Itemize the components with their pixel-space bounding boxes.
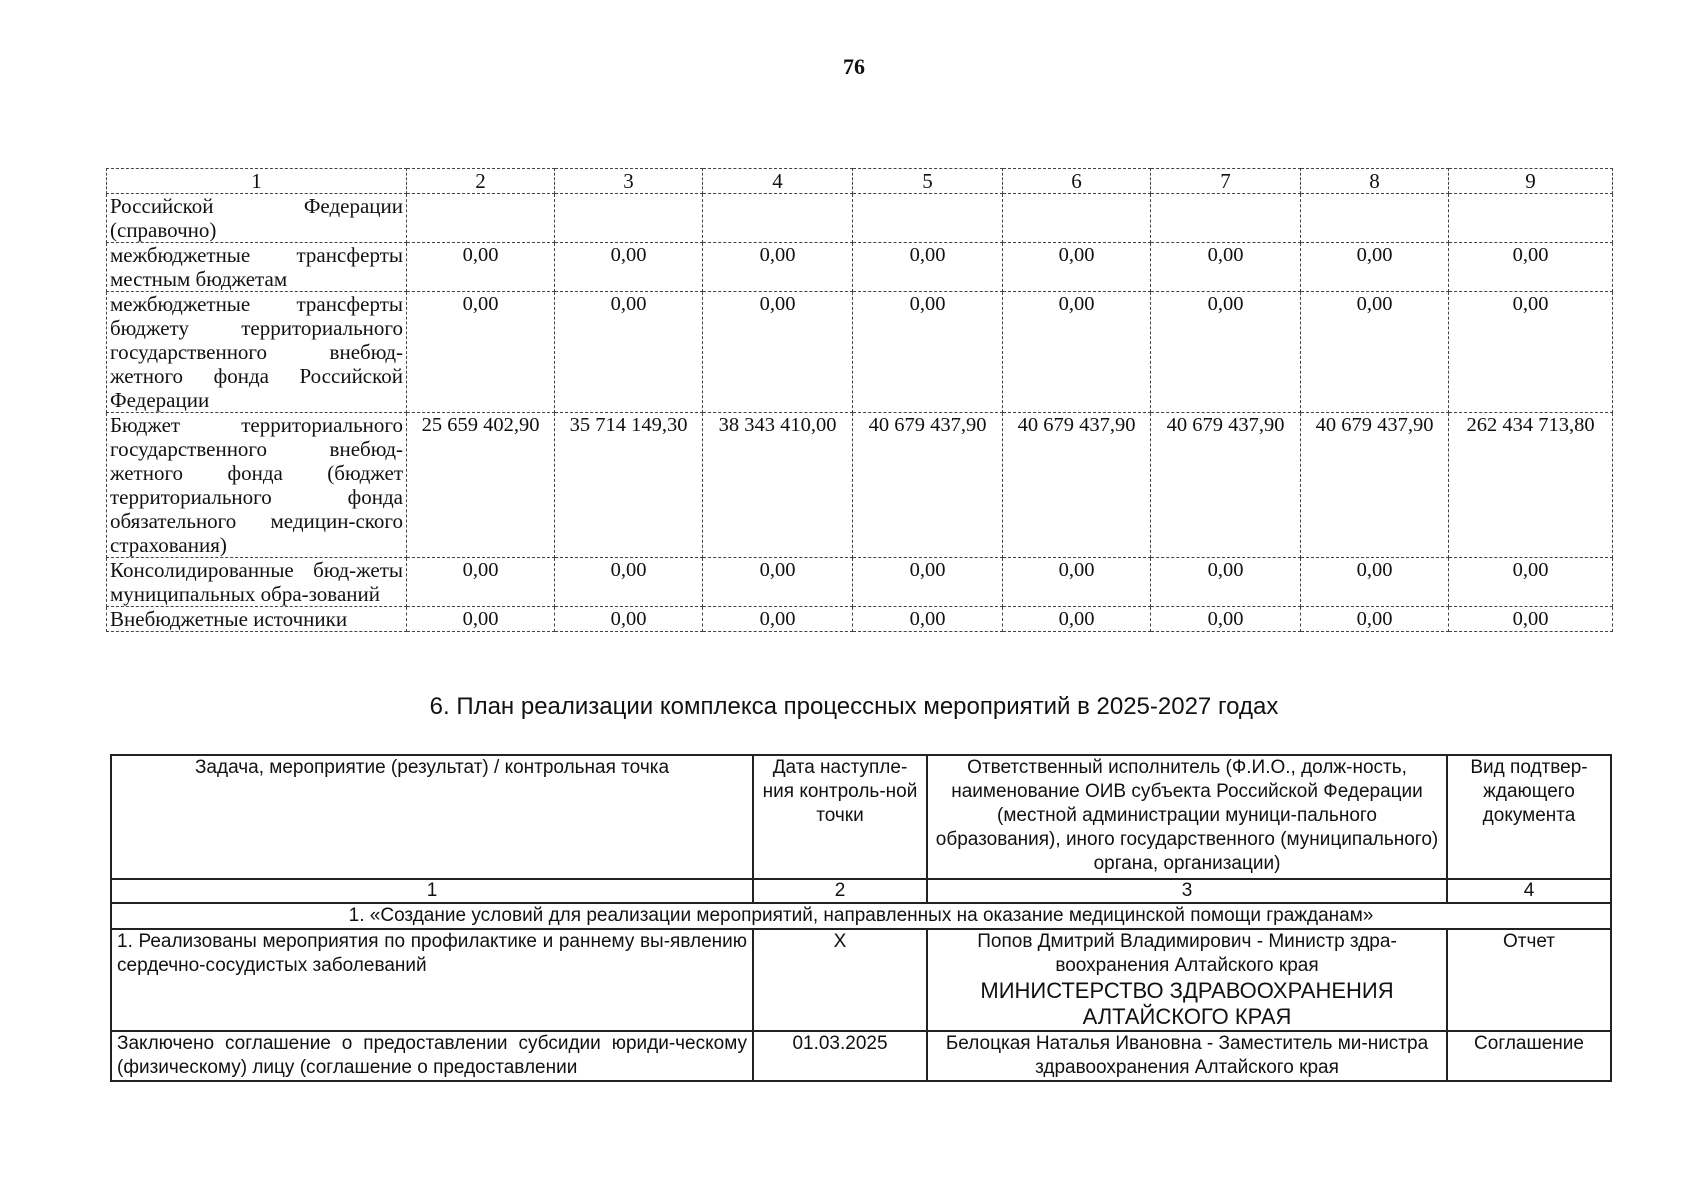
- col-header-document: Вид подтвер-ждающего документа: [1447, 755, 1611, 879]
- cell-value: 0,00: [853, 243, 1003, 292]
- cell-value: 0,00: [1301, 607, 1449, 632]
- col-header: 4: [703, 169, 853, 194]
- cell-value: 40 679 437,90: [1151, 413, 1301, 558]
- cell-value: 0,00: [703, 607, 853, 632]
- col-header: 3: [555, 169, 703, 194]
- table-row: [111, 1031, 1611, 1081]
- col-header: 7: [1151, 169, 1301, 194]
- row-label: Бюджет территориального государственного внебюд-жетного фонда (бюджет территориального фонда обязательного медицин-ского страхования): [107, 413, 407, 558]
- cell-value: [1003, 194, 1151, 243]
- cell-value: 0,00: [407, 558, 555, 607]
- cell-value: 0,00: [853, 292, 1003, 413]
- plan-header-row: [111, 755, 1611, 879]
- cell-value: 38 343 410,00: [703, 413, 853, 558]
- date-cell: X: [753, 929, 927, 1031]
- row-label: Внебюджетные источники: [107, 607, 407, 632]
- organization-name: МИНИСТЕРСТВО ЗДРАВООХРАНЕНИЯ АЛТАЙСКОГО КРАЯ: [980, 978, 1394, 1029]
- cell-value: 40 679 437,90: [1003, 413, 1151, 558]
- column-number: 3: [927, 879, 1447, 903]
- table-row: [111, 929, 1611, 1031]
- column-number: 1: [111, 879, 753, 903]
- task-cell: Заключено соглашение о предоставлении субсидии юриди-ческому (физическому) лицу (соглашение о предоставлении: [111, 1031, 753, 1081]
- section-title: 6. План реализации комплекса процессных мероприятий в 2025-2027 годах: [429, 693, 1279, 720]
- table-row: [107, 194, 1613, 243]
- cell-value: 35 714 149,30: [555, 413, 703, 558]
- cell-value: 0,00: [703, 292, 853, 413]
- col-header: 8: [1301, 169, 1449, 194]
- cell-value: 0,00: [555, 292, 703, 413]
- column-number-row: [111, 879, 1611, 903]
- document-cell: Отчет: [1447, 929, 1611, 1031]
- financing-table: [106, 168, 1613, 632]
- col-header: 5: [853, 169, 1003, 194]
- executor-cell: [927, 929, 1447, 1031]
- row-label: межбюджетные трансферты бюджету территориального государственного внебюд-жетного фонда Российской Федерации: [107, 292, 407, 413]
- cell-value: 0,00: [1151, 292, 1301, 413]
- cell-value: 25 659 402,90: [407, 413, 555, 558]
- date-cell: 01.03.2025: [753, 1031, 927, 1081]
- plan-table: [110, 754, 1612, 1082]
- cell-value: 0,00: [407, 607, 555, 632]
- cell-value: 0,00: [1003, 558, 1151, 607]
- financing-header-row: [107, 169, 1613, 194]
- cell-value: 0,00: [1301, 558, 1449, 607]
- cell-value: 0,00: [1151, 558, 1301, 607]
- col-header-task: Задача, мероприятие (результат) / контрольная точка: [111, 755, 753, 879]
- row-label: Российской Федерации (справочно): [107, 194, 407, 243]
- cell-value: 0,00: [407, 292, 555, 413]
- column-number: 2: [753, 879, 927, 903]
- cell-value: 0,00: [1449, 243, 1613, 292]
- cell-value: 0,00: [1301, 243, 1449, 292]
- table-row: [107, 413, 1613, 558]
- executor-name: Белоцкая Наталья Ивановна - Заместитель ми-нистра здравоохранения Алтайского края: [945, 1033, 1429, 1078]
- cell-value: 0,00: [1151, 243, 1301, 292]
- column-number: 4: [1447, 879, 1611, 903]
- cell-value: [703, 194, 853, 243]
- cell-value: 0,00: [555, 607, 703, 632]
- cell-value: [1449, 194, 1613, 243]
- cell-value: 0,00: [1301, 292, 1449, 413]
- cell-value: 0,00: [555, 243, 703, 292]
- cell-value: 40 679 437,90: [1301, 413, 1449, 558]
- page-number: 76: [843, 54, 865, 79]
- section-row: [111, 903, 1611, 929]
- cell-value: 0,00: [407, 243, 555, 292]
- cell-value: 0,00: [1151, 607, 1301, 632]
- cell-value: 0,00: [1449, 558, 1613, 607]
- col-header-date: Дата наступле-ния контроль-ной точки: [753, 755, 927, 879]
- task-cell: 1. Реализованы мероприятия по профилактике и раннему вы-явлению сердечно-сосудистых заболеваний: [111, 929, 753, 1031]
- cell-value: 0,00: [1449, 607, 1613, 632]
- col-header: 6: [1003, 169, 1151, 194]
- cell-value: [1151, 194, 1301, 243]
- table-row: [107, 558, 1613, 607]
- executor-name: Попов Дмитрий Владимирович - Министр здра-воохранения Алтайского края: [977, 931, 1397, 976]
- cell-value: [853, 194, 1003, 243]
- document-cell: Соглашение: [1447, 1031, 1611, 1081]
- cell-value: [555, 194, 703, 243]
- executor-cell: [927, 1031, 1447, 1081]
- cell-value: 0,00: [1003, 243, 1151, 292]
- cell-value: 0,00: [1003, 607, 1151, 632]
- cell-value: 262 434 713,80: [1449, 413, 1613, 558]
- cell-value: [1301, 194, 1449, 243]
- table-row: [107, 607, 1613, 632]
- cell-value: 0,00: [703, 558, 853, 607]
- cell-value: 0,00: [555, 558, 703, 607]
- col-header: 2: [407, 169, 555, 194]
- row-label: межбюджетные трансферты местным бюджетам: [107, 243, 407, 292]
- row-label: Консолидированные бюд-жеты муниципальных обра-зований: [107, 558, 407, 607]
- section-row-text: 1. «Создание условий для реализации мероприятий, направленных на оказание медицинской помощи гражданам»: [111, 903, 1611, 929]
- cell-value: 0,00: [703, 243, 853, 292]
- col-header: 9: [1449, 169, 1613, 194]
- cell-value: 0,00: [853, 607, 1003, 632]
- cell-value: 0,00: [1003, 292, 1151, 413]
- cell-value: [407, 194, 555, 243]
- col-header: 1: [107, 169, 407, 194]
- table-row: [107, 243, 1613, 292]
- col-header-executor: Ответственный исполнитель (Ф.И.О., долж-ность, наименование ОИВ субъекта Российской Федерации (местной администрации муници-пального образования), иного государственного (муниципального) органа, организации): [927, 755, 1447, 879]
- table-row: [107, 292, 1613, 413]
- cell-value: 0,00: [1449, 292, 1613, 413]
- cell-value: 40 679 437,90: [853, 413, 1003, 558]
- cell-value: 0,00: [853, 558, 1003, 607]
